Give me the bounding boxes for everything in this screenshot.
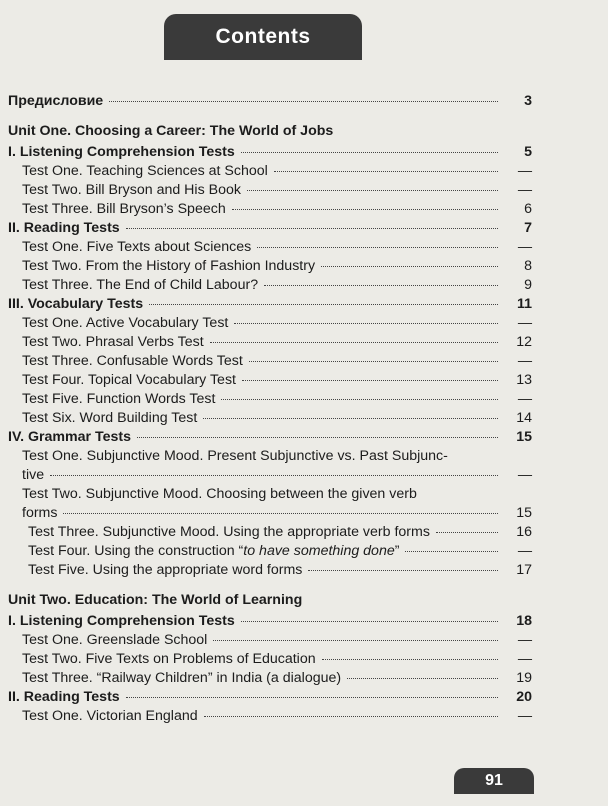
toc-section: III. Vocabulary Tests 11 [8, 296, 532, 312]
contents-header [164, 14, 362, 60]
page-number: 91 [485, 772, 503, 789]
table-of-contents [8, 92, 532, 726]
toc-entry-first-line: Test One. Subjunctive Mood. Present Subjunctive vs. Past Subjunc- [22, 448, 448, 464]
toc-entry: Test Three. Subjunctive Mood. Using the appropriate verb forms 16 [28, 524, 532, 540]
toc-entry-preface: Предисловие 3 [8, 93, 532, 109]
toc-entry: Test Six. Word Building Test 14 [22, 410, 532, 426]
unit-two-title: Unit Two. Education: The World of Learning [8, 592, 303, 608]
toc-entry: Test Four. Using the construction “to have something done” — [28, 543, 532, 559]
toc-entry: Test Five. Function Words Test — [22, 391, 532, 407]
toc-section: I. Listening Comprehension Tests 18 [8, 613, 532, 629]
contents-title: Contents [215, 25, 311, 48]
toc-entry: Test One. Teaching Sciences at School — [22, 163, 532, 179]
toc-section: I. Listening Comprehension Tests 5 [8, 144, 532, 160]
toc-entry: Test Three. The End of Child Labour? 9 [22, 277, 532, 293]
toc-entry: forms 15 [22, 505, 532, 521]
toc-entry: Test Three. Bill Bryson’s Speech 6 [22, 201, 532, 217]
toc-entry-first-line: Test Two. Subjunctive Mood. Choosing between the given verb [22, 486, 417, 502]
toc-entry: Test Three. “Railway Children” in India (a dialogue) 19 [22, 670, 532, 686]
toc-entry: Test One. Five Texts about Sciences — [22, 239, 532, 255]
toc-section: II. Reading Tests 7 [8, 220, 532, 236]
toc-entry: Test Four. Topical Vocabulary Test 13 [22, 372, 532, 388]
toc-entry: Test Two. Five Texts on Problems of Education — [22, 651, 532, 667]
leader-dots [109, 101, 498, 102]
toc-entry: Test Two. Bill Bryson and His Book — [22, 182, 532, 198]
toc-entry: Test One. Greenslade School — [22, 632, 532, 648]
toc-entry: Test Two. Phrasal Verbs Test 12 [22, 334, 532, 350]
toc-entry: Test One. Victorian England — [22, 708, 532, 724]
unit-one-title: Unit One. Choosing a Career: The World of Jobs [8, 123, 334, 139]
toc-entry: Test Two. From the History of Fashion Industry 8 [22, 258, 532, 274]
toc-entry: tive — [22, 467, 532, 483]
toc-entry: Test One. Active Vocabulary Test — [22, 315, 532, 331]
toc-entry: Test Five. Using the appropriate word forms 17 [28, 562, 532, 578]
toc-entry: Test Three. Confusable Words Test — [22, 353, 532, 369]
toc-section: IV. Grammar Tests 15 [8, 429, 532, 445]
toc-section: II. Reading Tests 20 [8, 689, 532, 705]
page-number-tab [454, 768, 534, 794]
